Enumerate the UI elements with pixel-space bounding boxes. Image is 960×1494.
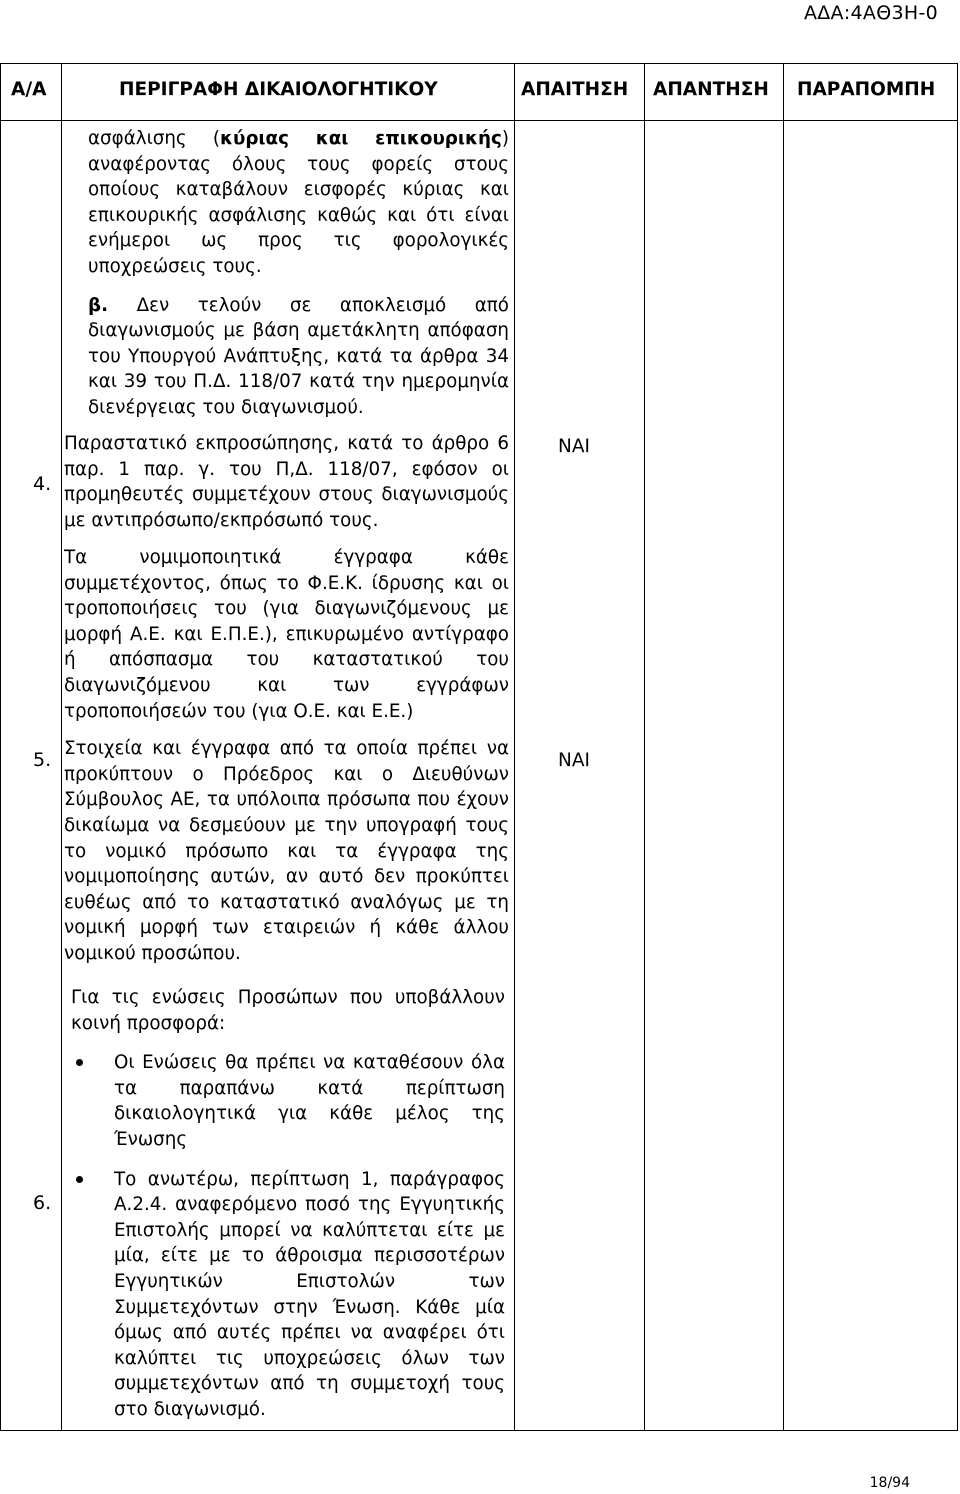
row-4-description: Παραστατικό εκπροσώπησης, κατά το άρθρο 6 παρ. 1 παρ. γ. του Π,Δ. 118/07, εφόσον οι προμηθευτές συμμετέχουν στους διαγωνισμούς με αντιπρόσωπο/εκπρόσωπό τους.: [64, 433, 509, 531]
row-number: 4.: [33, 473, 52, 495]
bullet-text: Οι Ενώσεις θα πρέπει να καταθέσουν όλα τα παραπάνω κατά περίπτωση δικαιολογητικά για κάθε μέλος της Ένωσης: [114, 1052, 505, 1150]
continuation-paragraph: [88, 126, 509, 280]
header-description: ΠΕΡΙΓΡΑΦΗ ΔΙΚΑΙΟΛΟΓΗΤΙΚΟΥ: [119, 79, 438, 100]
row-6-description: [71, 985, 505, 1423]
row-number: 5.: [33, 749, 52, 771]
continuation-bold: κύριας και επικουρικής: [220, 128, 502, 149]
row-5-paragraph-2: Στοιχεία και έγγραφα από τα οποία πρέπει να προκύπτουν ο Πρόεδρος και ο Διευθύνων Σύμβουλος ΑΕ, τα υπόλοιπα πρόσωπα που έχουν δικαίωμα να δεσμεύουν με την υπογραφή τους το νομικό πρόσωπο και τα έγγραφα της νομιμοποίησης αυτών, αν αυτό δεν προκύπτει ευθέως από το καταστατικό αναλόγως με τη νομική μορφή των εταιρειών ή κάθε άλλου νομικού προσώπου.: [64, 738, 509, 964]
row-number: 6.: [33, 1192, 52, 1214]
list-item: [71, 1167, 505, 1423]
row-5-requirement: ΝΑΙ: [558, 750, 590, 771]
requirements-table: [0, 63, 958, 1431]
bullet-icon: [76, 1176, 83, 1183]
header-answer: ΑΠΑΝΤΗΣΗ: [653, 79, 769, 100]
header-divider: [1, 120, 957, 121]
row-4-requirement: ΝΑΙ: [558, 436, 590, 457]
beta-label: β.: [88, 294, 109, 316]
column-divider: [61, 64, 62, 1430]
continuation-cell: [88, 126, 509, 421]
bullet-text: Το ανωτέρω, περίπτωση 1, παράγραφος Α.2.4. αναφερόμενο ποσό της Εγγυητικής Επιστολής μπορεί να καλύπτεται είτε με μία, είτε με το άθροισμα περισσοτέρων Εγγυητικών Επιστολών των Συμμετεχόντων στην Ένωση. Κάθε μία όμως από αυτές πρέπει να αναφέρει ότι καλύπτει τις υποχρεώσεις όλων των συμμετεχόντων από τη συμμετοχή τους στο διαγωνισμό.: [114, 1168, 505, 1420]
bullet-icon: [76, 1059, 83, 1066]
row-5-paragraph-1: Τα νομιμοποιητικά έγγραφα κάθε συμμετέχοντος, όπως το Φ.Ε.Κ. ίδρυσης και οι τροποποιήσεις του (για διαγωνιζόμενους με μορφή Α.Ε. και Ε.Π.Ε.), επικυρωμένο αντίγραφο ή απόσπασμα του καταστατικού του διαγωνιζόμενου και των εγγράφων τροποποιήσεών του (για Ο.Ε. και Ε.Ε.): [64, 547, 509, 722]
column-divider: [783, 64, 784, 1430]
row-6-intro: Για τις ενώσεις Προσώπων που υποβάλλουν κοινή προσφορά:: [71, 987, 505, 1034]
header-requirement: ΑΠΑΙΤΗΣΗ: [521, 79, 629, 100]
beta-paragraph: [88, 293, 509, 421]
page-number: 18/94: [869, 1475, 910, 1491]
ada-code: ΑΔΑ:4ΑΘ3Η-0: [803, 2, 938, 24]
beta-text: Δεν τελούν σε αποκλεισμό από διαγωνισμούς με βάση αμετάκλητη απόφαση του Υπουργού Ανάπτυξης, κατά τα άρθρα 34 και 39 του Π.Δ. 118/07 κατά την ημερομηνία διενέργειας του διαγωνισμού.: [88, 294, 509, 418]
column-divider: [644, 64, 645, 1430]
row-6-bullet-list: [71, 1050, 505, 1422]
continuation-suffix: ) αναφέροντας όλους τους φορείς στους οποίους καταβάλουν εισφορές κύριας και επικουρικής ασφάλισης καθώς και ότι είναι ενήμεροι ως προς τις φορολογικές υποχρεώσεις τους.: [88, 128, 509, 277]
header-reference: ΠΑΡΑΠΟΜΠΗ: [797, 79, 936, 100]
row-5-description: [64, 545, 509, 967]
continuation-prefix: ασφάλισης (: [88, 128, 220, 149]
column-divider: [514, 64, 515, 1430]
header-aa: Α/Α: [11, 79, 47, 100]
list-item: [71, 1050, 505, 1152]
